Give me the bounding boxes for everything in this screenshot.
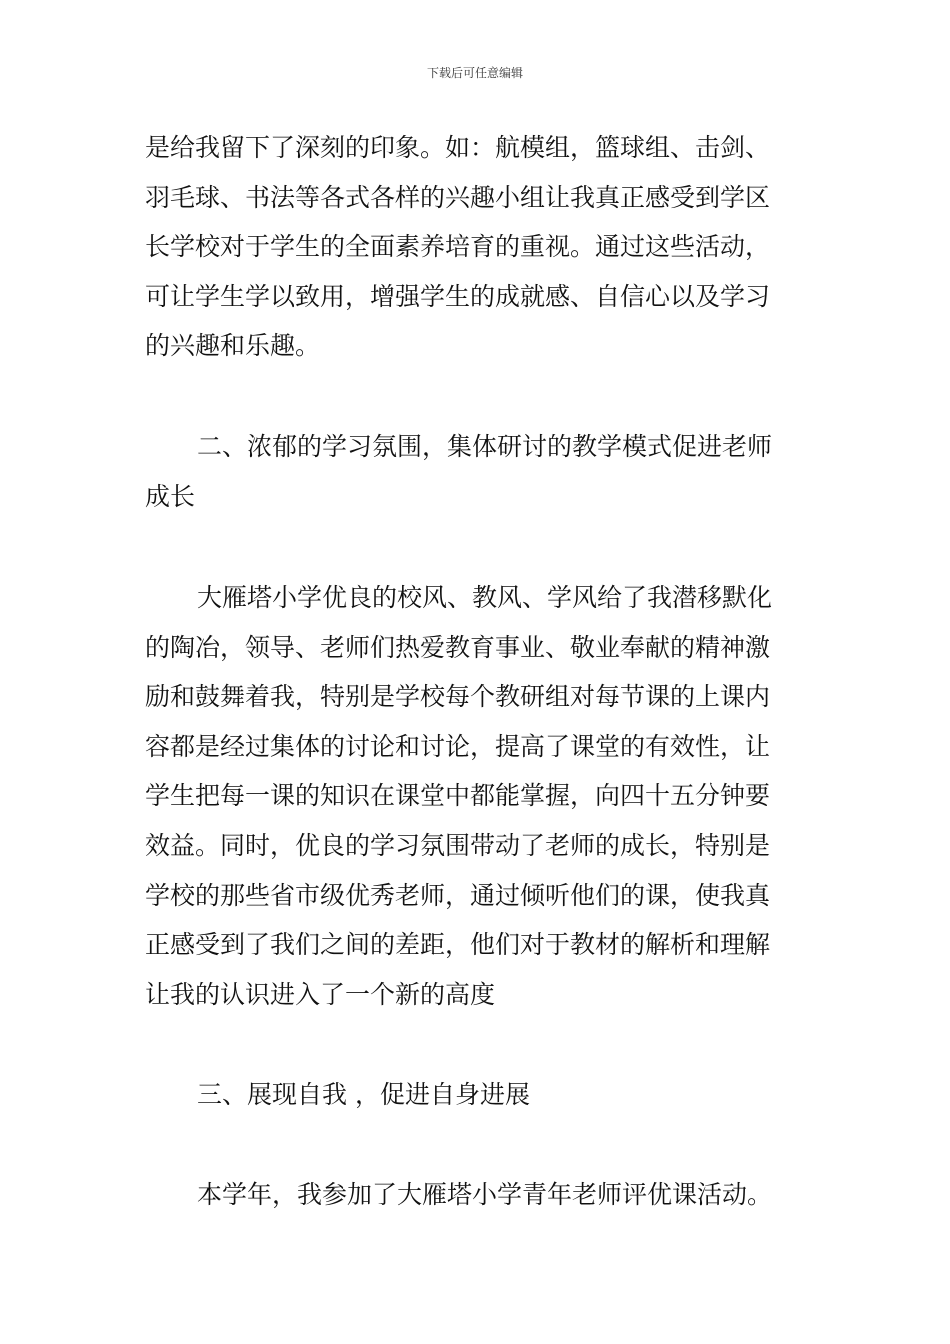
text-line: 的兴趣和乐趣。: [145, 331, 321, 361]
page-header: 下载后可任意编辑: [426, 66, 523, 80]
text-line: 容都是经过集体的讨论和讨论，提高了课堂的有效性，让: [145, 731, 771, 761]
text-line: 羽毛球、书法等各式各样的兴趣小组让我真正感受到学区: [145, 182, 771, 212]
text-line: 长学校对于学生的全面素养培育的重视。通过这些活动，: [145, 232, 771, 262]
paragraph-learning-atmosphere: [145, 573, 805, 1019]
text-line: 本学年，我参加了大雁塔小学青年老师评优课活动。: [197, 1180, 773, 1209]
text-line: 成长: [145, 481, 196, 511]
text-line: 学校的那些省市级优秀老师，通过倾听他们的课，使我真: [145, 880, 771, 910]
text-line: 励和鼓舞着我，特别是学校每个教研组对每节课的上课内: [145, 682, 771, 712]
paragraph-self-development: [145, 1170, 805, 1220]
text-line: 二、浓郁的学习氛围，集体研讨的教学模式促进老师: [197, 432, 773, 461]
text-line: 可让学生学以致用，增强学生的成就感、自信心以及学习: [145, 281, 771, 311]
paragraph-interest-groups: [145, 123, 805, 371]
section-heading-2: [145, 422, 805, 521]
text-line: 是给我留下了深刻的印象。如：航模组，篮球组、击剑、: [145, 133, 771, 162]
text-line: 三、展现自我 ，促进自身进展: [197, 1080, 530, 1109]
text-line: 效益。同时，优良的学习氛围带动了老师的成长，特别是: [145, 830, 771, 860]
text-line: 学生把每一课的知识在课堂中都能掌握，向四十五分钟要: [145, 781, 771, 811]
text-line: 正感受到了我们之间的差距，他们对于教材的解析和理解: [145, 930, 771, 960]
text-line: 大雁塔小学优良的校风、教风、学风给了我潜移默化: [197, 583, 773, 612]
text-line: 的陶冶，领导、老师们热爱教育事业、敬业奉献的精神激: [145, 632, 771, 662]
section-heading-3: [145, 1070, 805, 1120]
text-line: 让我的认识进入了一个新的高度: [145, 979, 496, 1009]
